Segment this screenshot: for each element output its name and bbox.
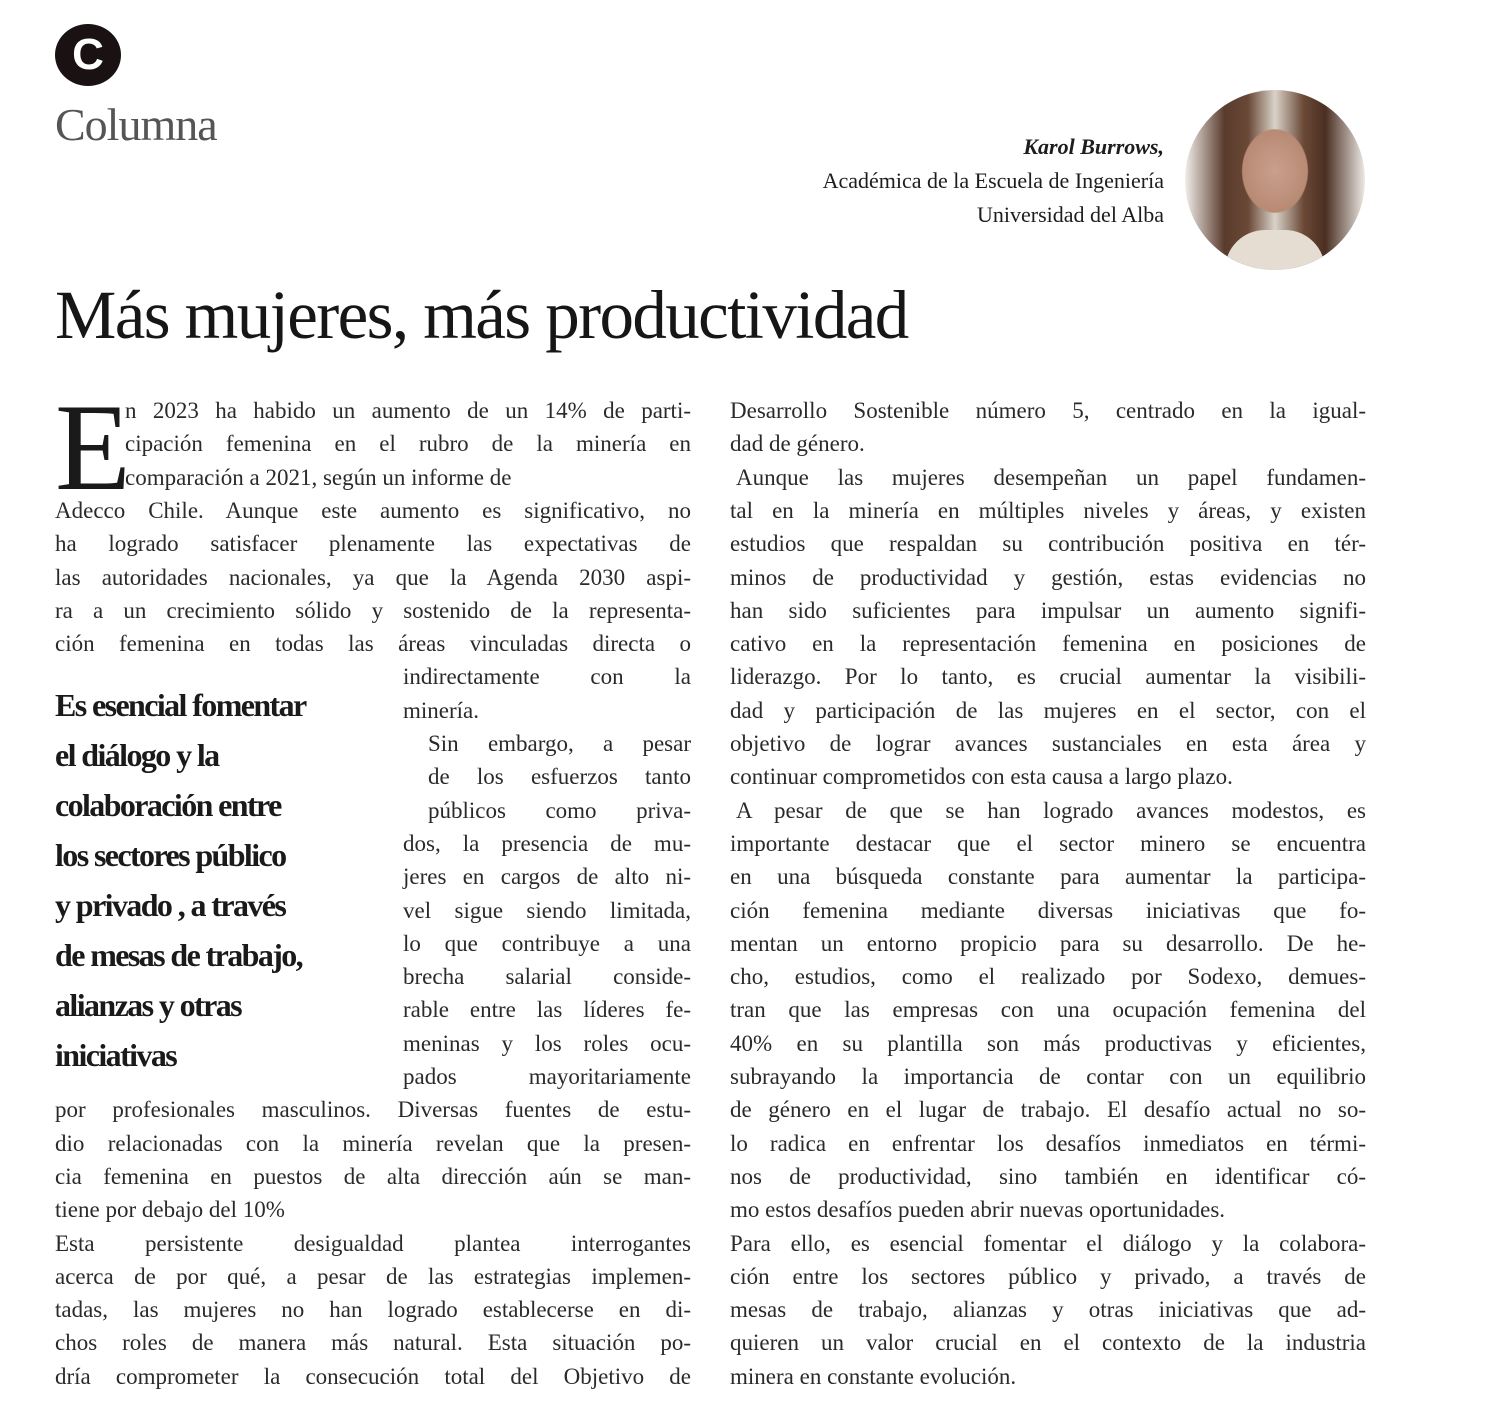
article-line: las autoridades nacionales, ya que la Agenda 2030 aspi- xyxy=(55,564,691,590)
author-role: Académica de la Escuela de Ingeniería xyxy=(822,168,1164,193)
author-photo xyxy=(1185,90,1365,270)
article-line: ción entre los sectores público y privado, a través de xyxy=(730,1263,1366,1289)
article-line: n 2023 ha habido un aumento de un 14% de parti- xyxy=(125,398,691,423)
article-line: meninas y los roles ocu- xyxy=(403,1030,691,1056)
article-line: ha logrado satisfacer plenamente las expectativas de xyxy=(55,531,691,557)
drop-cap: E xyxy=(55,379,131,516)
article-line: dad de género. xyxy=(730,431,865,457)
article-line: Adecco Chile. Aunque este aumento es significativo, no xyxy=(55,497,691,523)
article-line: brecha salarial conside- xyxy=(403,964,691,990)
pull-quote-line: los sectores público xyxy=(55,837,286,873)
article-line: minos de productividad y gestión, estas evidencias no xyxy=(730,564,1366,590)
author-byline xyxy=(823,130,1164,232)
pull-quote-line: de mesas de trabajo, xyxy=(55,937,303,973)
article-line: dría comprometer la consecución total del Objetivo de xyxy=(55,1363,691,1389)
article-line: Esta persistente desigualdad plantea interrogantes xyxy=(55,1230,691,1256)
article-line: cipación femenina en el rubro de la minería en xyxy=(125,431,691,457)
article-line: de género en el lugar de trabajo. El desafío actual no so- xyxy=(730,1097,1366,1123)
pull-quote-line: alianzas y otras xyxy=(55,987,241,1023)
article-line: mesas de trabajo, alianzas y otras iniciativas que ad- xyxy=(730,1297,1366,1323)
logo-letter: C xyxy=(72,30,104,79)
article-line: jeres en cargos de alto ni- xyxy=(403,864,691,890)
article-line: tal en la minería en múltiples niveles y áreas, y existen xyxy=(730,497,1366,523)
article-line: tiene por debajo del 10% xyxy=(55,1197,285,1223)
author-institution: Universidad del Alba xyxy=(977,202,1164,227)
article-line: por profesionales masculinos. Diversas fuentes de estu- xyxy=(55,1097,691,1123)
pull-quote-line: el diálogo y la xyxy=(55,737,219,773)
article-line: minera en constante evolución. xyxy=(730,1363,1017,1389)
article-line: mo estos desafíos pueden abrir nuevas oportunidades. xyxy=(730,1197,1226,1223)
article-line: chos roles de manera más natural. Esta situación po- xyxy=(55,1330,691,1356)
article-line: subrayando la importancia de contar con un equilibrio xyxy=(730,1064,1366,1089)
article-line: cativo en la representación femenina en posiciones de xyxy=(730,631,1366,657)
article-line: pados mayoritariamente xyxy=(403,1064,691,1089)
article-line: cho, estudios, como el realizado por Sodexo, demues- xyxy=(730,964,1366,990)
article-line: estudios que respaldan su contribución positiva en tér- xyxy=(730,531,1366,557)
article-line: ra a un crecimiento sólido y sostenido de la representa- xyxy=(55,597,691,623)
article-line: liderazgo. Por lo tanto, es crucial aumentar la visibili- xyxy=(730,664,1366,690)
article-line: indirectamente con la xyxy=(403,664,691,690)
article-line: de los esfuerzos tanto xyxy=(428,764,691,790)
article-line: tadas, las mujeres no han logrado establecerse en di- xyxy=(55,1297,691,1323)
article-line: en una búsqueda constante para aumentar la participa- xyxy=(730,864,1366,890)
article-line: lo que contribuye a una xyxy=(403,930,691,956)
article-line: 40% en su plantilla son más productivas y eficientes, xyxy=(730,1030,1366,1056)
article-line: acerca de por qué, a pesar de las estrategias implemen- xyxy=(55,1263,691,1289)
article-line: Aunque las mujeres desempeñan un papel fundamen- xyxy=(736,464,1366,490)
section-label: Columna xyxy=(55,99,217,150)
article-line: dad y participación de las mujeres en el sector, con el xyxy=(730,697,1366,723)
author-name: Karol Burrows, xyxy=(1023,134,1164,159)
article-line: objetivo de lograr avances sustanciales en esta área y xyxy=(730,731,1366,756)
column-logo xyxy=(55,24,121,86)
article-line: Desarrollo Sostenible número 5, centrado en la igual- xyxy=(730,398,1366,423)
article-line: A pesar de que se han logrado avances modestos, es xyxy=(736,797,1366,823)
pull-quote-line: Es esencial fomentar xyxy=(55,687,306,723)
article-line: minería. xyxy=(403,697,479,723)
pull-quote-line: y privado , a través xyxy=(55,887,286,923)
article-line: cia femenina en puestos de alta dirección aún se man- xyxy=(55,1163,691,1189)
article-line: lo radica en enfrentar los desafíos inmediatos en térmi- xyxy=(730,1130,1366,1156)
article-line: Sin embargo, a pesar xyxy=(428,731,691,756)
article-line: ción femenina en todas las áreas vinculadas directa o xyxy=(55,631,691,657)
article-line: continuar comprometidos con esta causa a largo plazo. xyxy=(730,764,1233,790)
article-line: dio relacionadas con la minería revelan que la presen- xyxy=(55,1130,691,1156)
article-line: Para ello, es esencial fomentar el diálogo y la colabora- xyxy=(730,1230,1366,1256)
article-line: han sido suficientes para impulsar un aumento signifi- xyxy=(730,597,1366,623)
article-title: Más mujeres, más productividad xyxy=(55,277,908,353)
article-line: rable entre las líderes fe- xyxy=(403,997,691,1023)
pull-quote-line: iniciativas xyxy=(55,1037,177,1073)
pull-quote xyxy=(55,680,385,1080)
article-line: tran que las empresas con una ocupación femenina del xyxy=(730,997,1366,1023)
article-line: vel sigue siendo limitada, xyxy=(403,897,691,923)
article-line: públicos como priva- xyxy=(428,797,691,823)
article-line: mentan un entorno propicio para su desarrollo. De he- xyxy=(730,930,1366,956)
article-line: importante destacar que el sector minero se encuentra xyxy=(730,830,1366,856)
article-line: nos de productividad, sino también en identificar có- xyxy=(730,1163,1366,1189)
pull-quote-line: colaboración entre xyxy=(55,787,281,823)
article-line: ción femenina mediante diversas iniciativas que fo- xyxy=(730,897,1366,923)
article-line: comparación a 2021, según un informe de xyxy=(125,464,512,490)
article-line: dos, la presencia de mu- xyxy=(403,830,691,856)
article-line: quieren un valor crucial en el contexto de la industria xyxy=(730,1330,1366,1356)
